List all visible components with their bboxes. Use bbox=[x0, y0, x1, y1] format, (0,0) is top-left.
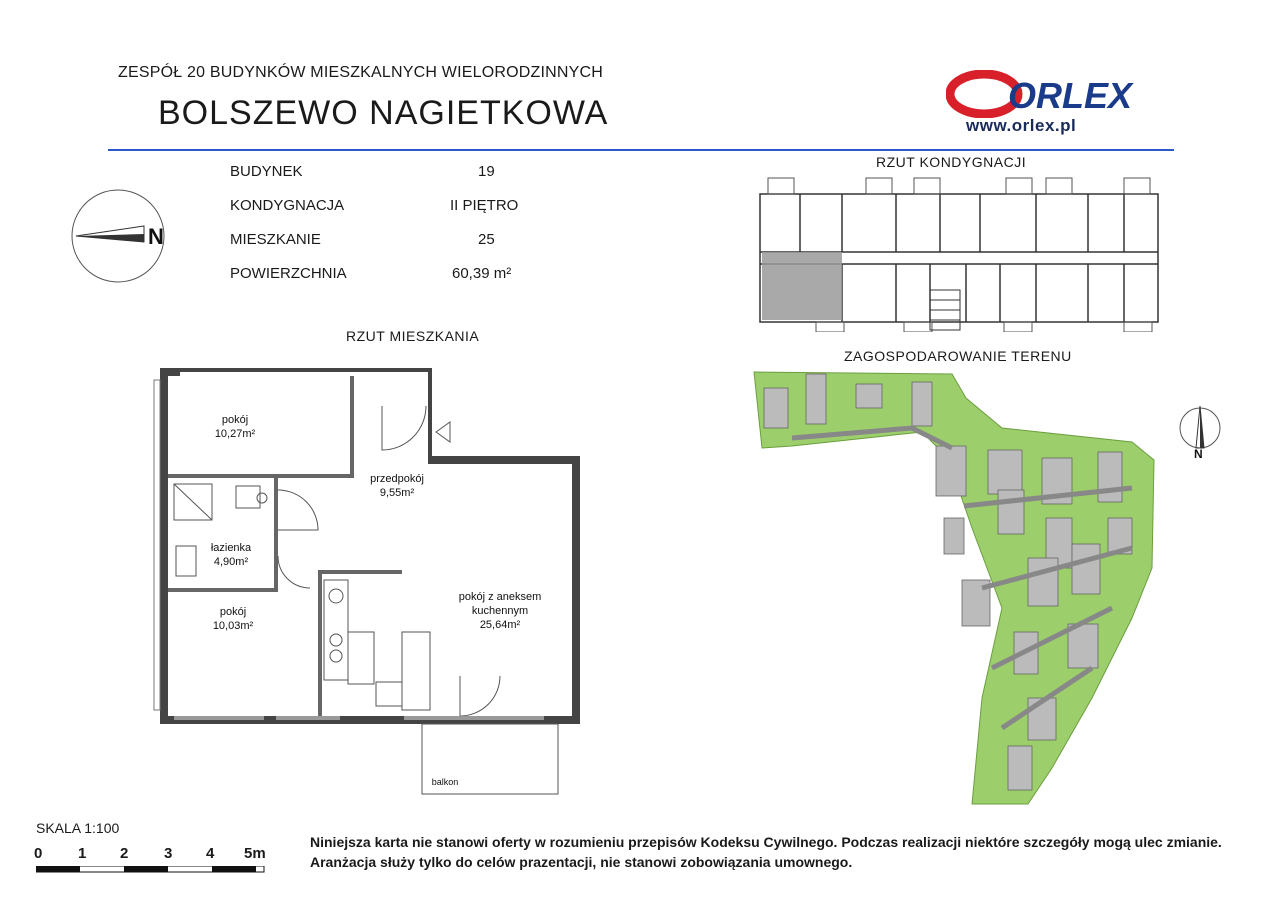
room-pokoj-1 bbox=[205, 413, 265, 441]
room-pokoj-2-area: 10,03m² bbox=[212, 620, 254, 632]
room-salon-name: pokój z aneksem bbox=[458, 591, 542, 603]
scale-tick-1: 1 bbox=[78, 845, 87, 862]
info-label-area: POWIERZCHNIA bbox=[230, 265, 347, 282]
project-title: BOLSZEWO NAGIETKOWA bbox=[158, 94, 609, 132]
header-rule bbox=[108, 149, 1174, 151]
scale-tick-0: 0 bbox=[34, 845, 43, 862]
scale-tick-5: 5m bbox=[244, 845, 266, 862]
scale-tick-3: 3 bbox=[164, 845, 173, 862]
room-pokoj-2 bbox=[200, 605, 266, 633]
info-value-building: 19 bbox=[478, 163, 495, 180]
scale-tick-2: 2 bbox=[120, 845, 129, 862]
room-salon bbox=[440, 590, 560, 632]
room-salon-name-2: kuchennym bbox=[471, 605, 529, 617]
room-przedpokoj-name: przedpokój bbox=[370, 473, 424, 485]
info-label-building: BUDYNEK bbox=[230, 163, 303, 180]
site-plan-map bbox=[752, 368, 1162, 808]
orlex-logo bbox=[946, 70, 1176, 118]
room-lazienka-name: łazienka bbox=[210, 542, 252, 554]
room-salon-area: 25,64m² bbox=[479, 619, 521, 631]
scale-label: SKALA 1:100 bbox=[36, 820, 120, 836]
project-subtitle: ZESPÓŁ 20 BUDYNKÓW MIESZKALNYCH WIELORODZINNYCH bbox=[118, 64, 604, 81]
logo-text: ORLEX bbox=[1008, 75, 1133, 116]
scale-tick-4: 4 bbox=[206, 845, 215, 862]
info-value-apartment: 25 bbox=[478, 231, 495, 248]
room-balkon: balkon bbox=[431, 777, 459, 787]
room-lazienka-area: 4,90m² bbox=[213, 556, 249, 568]
compass-north-label: N bbox=[148, 224, 164, 249]
site-compass-north-label: N bbox=[1194, 447, 1203, 460]
disclaimer bbox=[310, 832, 1222, 872]
room-przedpokoj bbox=[362, 472, 432, 500]
room-przedpokoj-area: 9,55m² bbox=[379, 487, 415, 499]
floor-plan-heading: RZUT KONDYGNACJI bbox=[876, 154, 1027, 170]
apartment-plan-heading: RZUT MIESZKANIA bbox=[346, 328, 480, 344]
disclaimer-line-1: Niniejsza karta nie stanowi oferty w rozumieniu przepisów Kodeksu Cywilnego. Podczas realizacji niektóre szczegóły mogą ulec zmianie. bbox=[310, 834, 1222, 850]
building-floorplan bbox=[754, 172, 1164, 332]
info-label-apartment: MIESZKANIE bbox=[230, 231, 321, 248]
disclaimer-line-2: Aranżacja służy tylko do celów prazentacji, nie stanowi zobowiązania umownego. bbox=[310, 854, 853, 870]
info-label-floor: KONDYGNACJA bbox=[230, 197, 345, 214]
scale-bar bbox=[36, 866, 266, 874]
site-compass-icon bbox=[1176, 404, 1224, 460]
site-plan-heading: ZAGOSPODAROWANIE TERENU bbox=[844, 348, 1072, 364]
room-pokoj-2-name: pokój bbox=[219, 606, 247, 618]
logo-url: www.orlex.pl bbox=[966, 116, 1077, 135]
info-value-area: 60,39 m² bbox=[452, 265, 512, 282]
room-lazienka bbox=[198, 541, 264, 569]
room-pokoj-1-name: pokój bbox=[221, 414, 249, 426]
compass-icon bbox=[68, 186, 180, 286]
info-value-floor: II PIĘTRO bbox=[450, 197, 519, 214]
room-pokoj-1-area: 10,27m² bbox=[214, 428, 256, 440]
